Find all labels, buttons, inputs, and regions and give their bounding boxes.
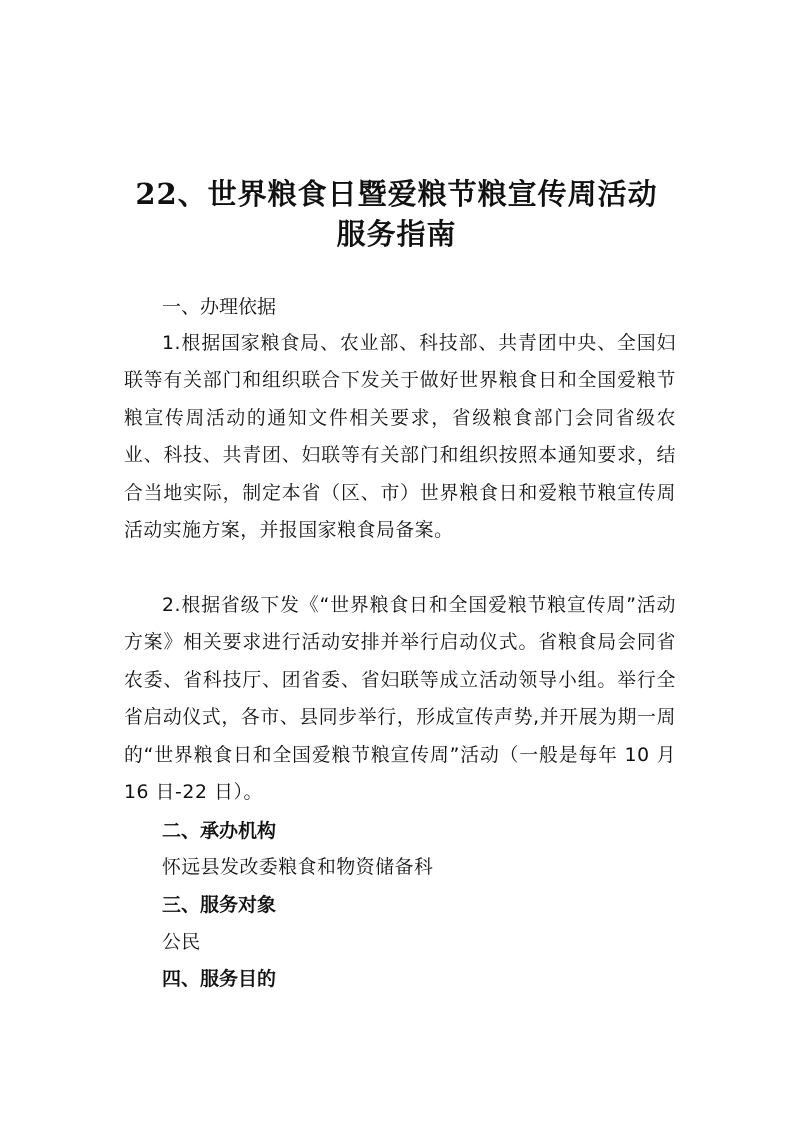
organizer-text: 怀远县发改委粮食和物资储备科 [162,857,434,878]
section-paragraph-2: 2.根据省级下发《“世界粮食日和全国爱粮节粮宣传周”活动方案》相关要求进行活动安排并举行启动仪式。省粮食局会同省农委、省科技厅、团省委、省妇联等成立活动领导小组。举行全省启动仪式，各市、县同步举行，形成宣传声势,并开展为期一周的“世界粮食日和全国爱粮节粮宣传周”活动（一般是每年 10 月 16 日-22 日）。 [124,595,676,804]
target-text: 公民 [162,932,201,953]
document-title-line2: 服务指南 [336,217,457,251]
section-heading-target: 三、服务对象 [162,894,277,916]
section-heading-basis: 一、办理依据 [162,296,277,318]
section-heading-organizer: 二、承办机构 [162,820,277,842]
document-title-line1: 22、世界粮食日暨爱粮节粮宣传周活动 [135,177,658,211]
section-paragraph-1: 1.根据国家粮食局、农业部、科技部、共青团中央、全国妇联等有关部门和组织联合下发关于做好世界粮食日和全国爱粮节粮宣传周活动的通知文件相关要求，省级粮食部门会同省级农业、科技、共青团、妇联等有关部门和组织按照本通知要求，结合当地实际，制定本省（区、市）世界粮食日和爱粮节粮宣传周活动实施方案，并报国家粮食局备案。 [124,333,676,542]
section-heading-purpose: 四、服务目的 [162,968,277,990]
